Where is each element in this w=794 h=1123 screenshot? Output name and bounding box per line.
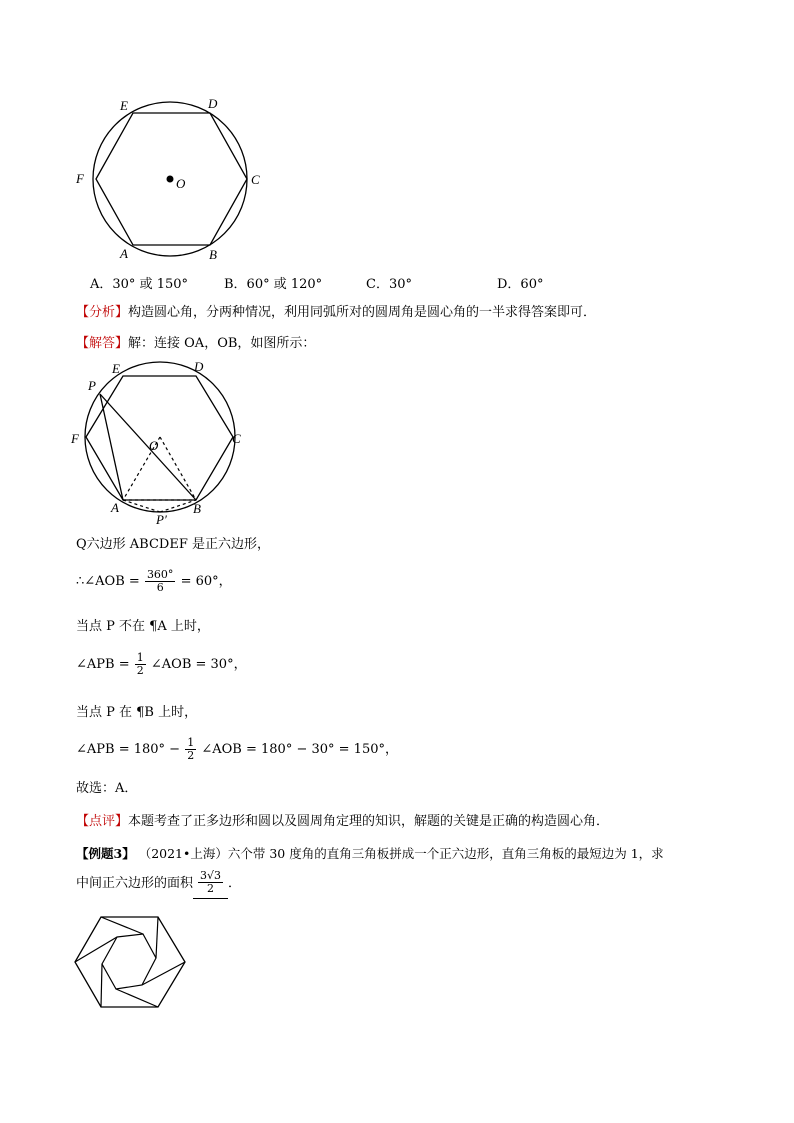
figure-circle-hexagon <box>70 95 270 265</box>
analysis-text: 构造圆心角，分两种情况，利用同弧所对的圆周角是圆心角的一半求得答案即可． <box>128 305 597 320</box>
fraction-numerator: 360° <box>146 568 174 581</box>
example3-text2-suffix: ． <box>228 876 242 891</box>
inner-hexagon <box>102 934 156 989</box>
comment-line <box>76 813 609 831</box>
label-B: B <box>209 247 217 262</box>
step-case-not-on-arc: 当点 P 不在 ¶A 上时， <box>76 619 210 634</box>
step-apb150-prefix: ∠APB = 180° − <box>76 742 181 757</box>
solution-tag: 【解答】 <box>76 336 129 351</box>
label-D-2: D <box>194 359 204 374</box>
label-E-2: E <box>112 361 120 376</box>
pinwheel-edge-1 <box>101 917 143 934</box>
step-angle-aob-prefix: ∴∠AOB = <box>76 574 140 589</box>
label-O-2: O <box>149 438 159 453</box>
step-hexagon-regular: Q六边形 ABCDEF 是正六边形， <box>76 537 270 552</box>
fraction-numerator: 1 <box>136 651 144 664</box>
step-apb-suffix: ∠AOB = 30°， <box>150 657 247 672</box>
figure-hexagon-pinwheel <box>72 912 187 1012</box>
example3-text: （2021•上海）六个带 30 度角的直角三角板拼成一个正六边形，直角三角板的最短边为 1，求 <box>138 846 664 861</box>
example3-line2 <box>76 868 241 899</box>
answer-numerator: 3√3 <box>200 869 222 882</box>
step-angle-apb-30 <box>76 651 247 679</box>
segment-OB <box>160 437 196 500</box>
example3-text2-prefix: 中间正六边形的面积 <box>76 876 194 891</box>
label-A-2: A <box>111 500 119 515</box>
label-D: D <box>208 96 218 111</box>
fraction-360-over-6 <box>145 569 176 594</box>
answer-blank <box>193 868 228 899</box>
center-point <box>167 176 174 183</box>
fraction-one-half-2 <box>185 737 196 762</box>
pinwheel-edge-5 <box>101 964 102 1007</box>
label-P: P <box>88 378 96 393</box>
step-case-on-arc: 当点 P 在 ¶B 上时， <box>76 705 198 720</box>
step-angle-apb-150 <box>76 736 398 764</box>
label-C: C <box>251 172 260 187</box>
step-apb-prefix: ∠APB = <box>76 657 130 672</box>
fraction-one-half <box>135 652 146 677</box>
label-B-2: B <box>193 501 201 516</box>
step-choose-answer: 故选：A． <box>76 781 138 796</box>
solution-line <box>76 335 315 353</box>
fraction-denominator: 2 <box>136 664 144 677</box>
fraction-denominator: 6 <box>156 581 164 594</box>
label-O: O <box>176 176 186 191</box>
label-E: E <box>120 98 128 113</box>
pinwheel-edge-4 <box>116 989 158 1007</box>
label-Pprime: P′ <box>156 512 167 527</box>
example3-line1 <box>76 845 664 863</box>
figure-solution-diagram <box>66 355 256 530</box>
comment-text: 本题考查了正多边形和圆以及圆周角定理的知识，解题的关键是正确的构造圆心角． <box>128 814 610 829</box>
answer-fraction <box>198 870 223 895</box>
comment-tag: 【点评】 <box>76 814 129 829</box>
option-b[interactable]: B．60° 或 120° <box>224 277 323 292</box>
example3-tag: 【例题3】 <box>76 846 135 861</box>
analysis-tag: 【分析】 <box>76 305 129 320</box>
step-angle-aob-suffix: = 60°， <box>180 574 232 589</box>
label-F: F <box>76 171 84 186</box>
solution-text: 解：连接 OA，OB，如图所示： <box>128 336 316 351</box>
pinwheel-edge-2 <box>156 917 158 958</box>
option-c[interactable]: C．30° <box>366 277 412 292</box>
step-angle-aob <box>76 568 232 596</box>
label-F-2: F <box>71 431 79 446</box>
outer-hexagon <box>75 917 185 1007</box>
label-C-2: C <box>232 431 241 446</box>
fraction-denominator: 2 <box>187 749 195 762</box>
label-A: A <box>120 246 128 261</box>
option-a[interactable]: A．30° 或 150° <box>90 277 189 292</box>
segment-PA <box>100 394 123 500</box>
option-d[interactable]: D．60° <box>497 277 544 292</box>
answer-denominator: 2 <box>207 882 215 895</box>
step-apb150-suffix: ∠AOB = 180° − 30° = 150°， <box>201 742 398 757</box>
analysis-line <box>76 304 596 322</box>
fraction-numerator: 1 <box>187 736 195 749</box>
